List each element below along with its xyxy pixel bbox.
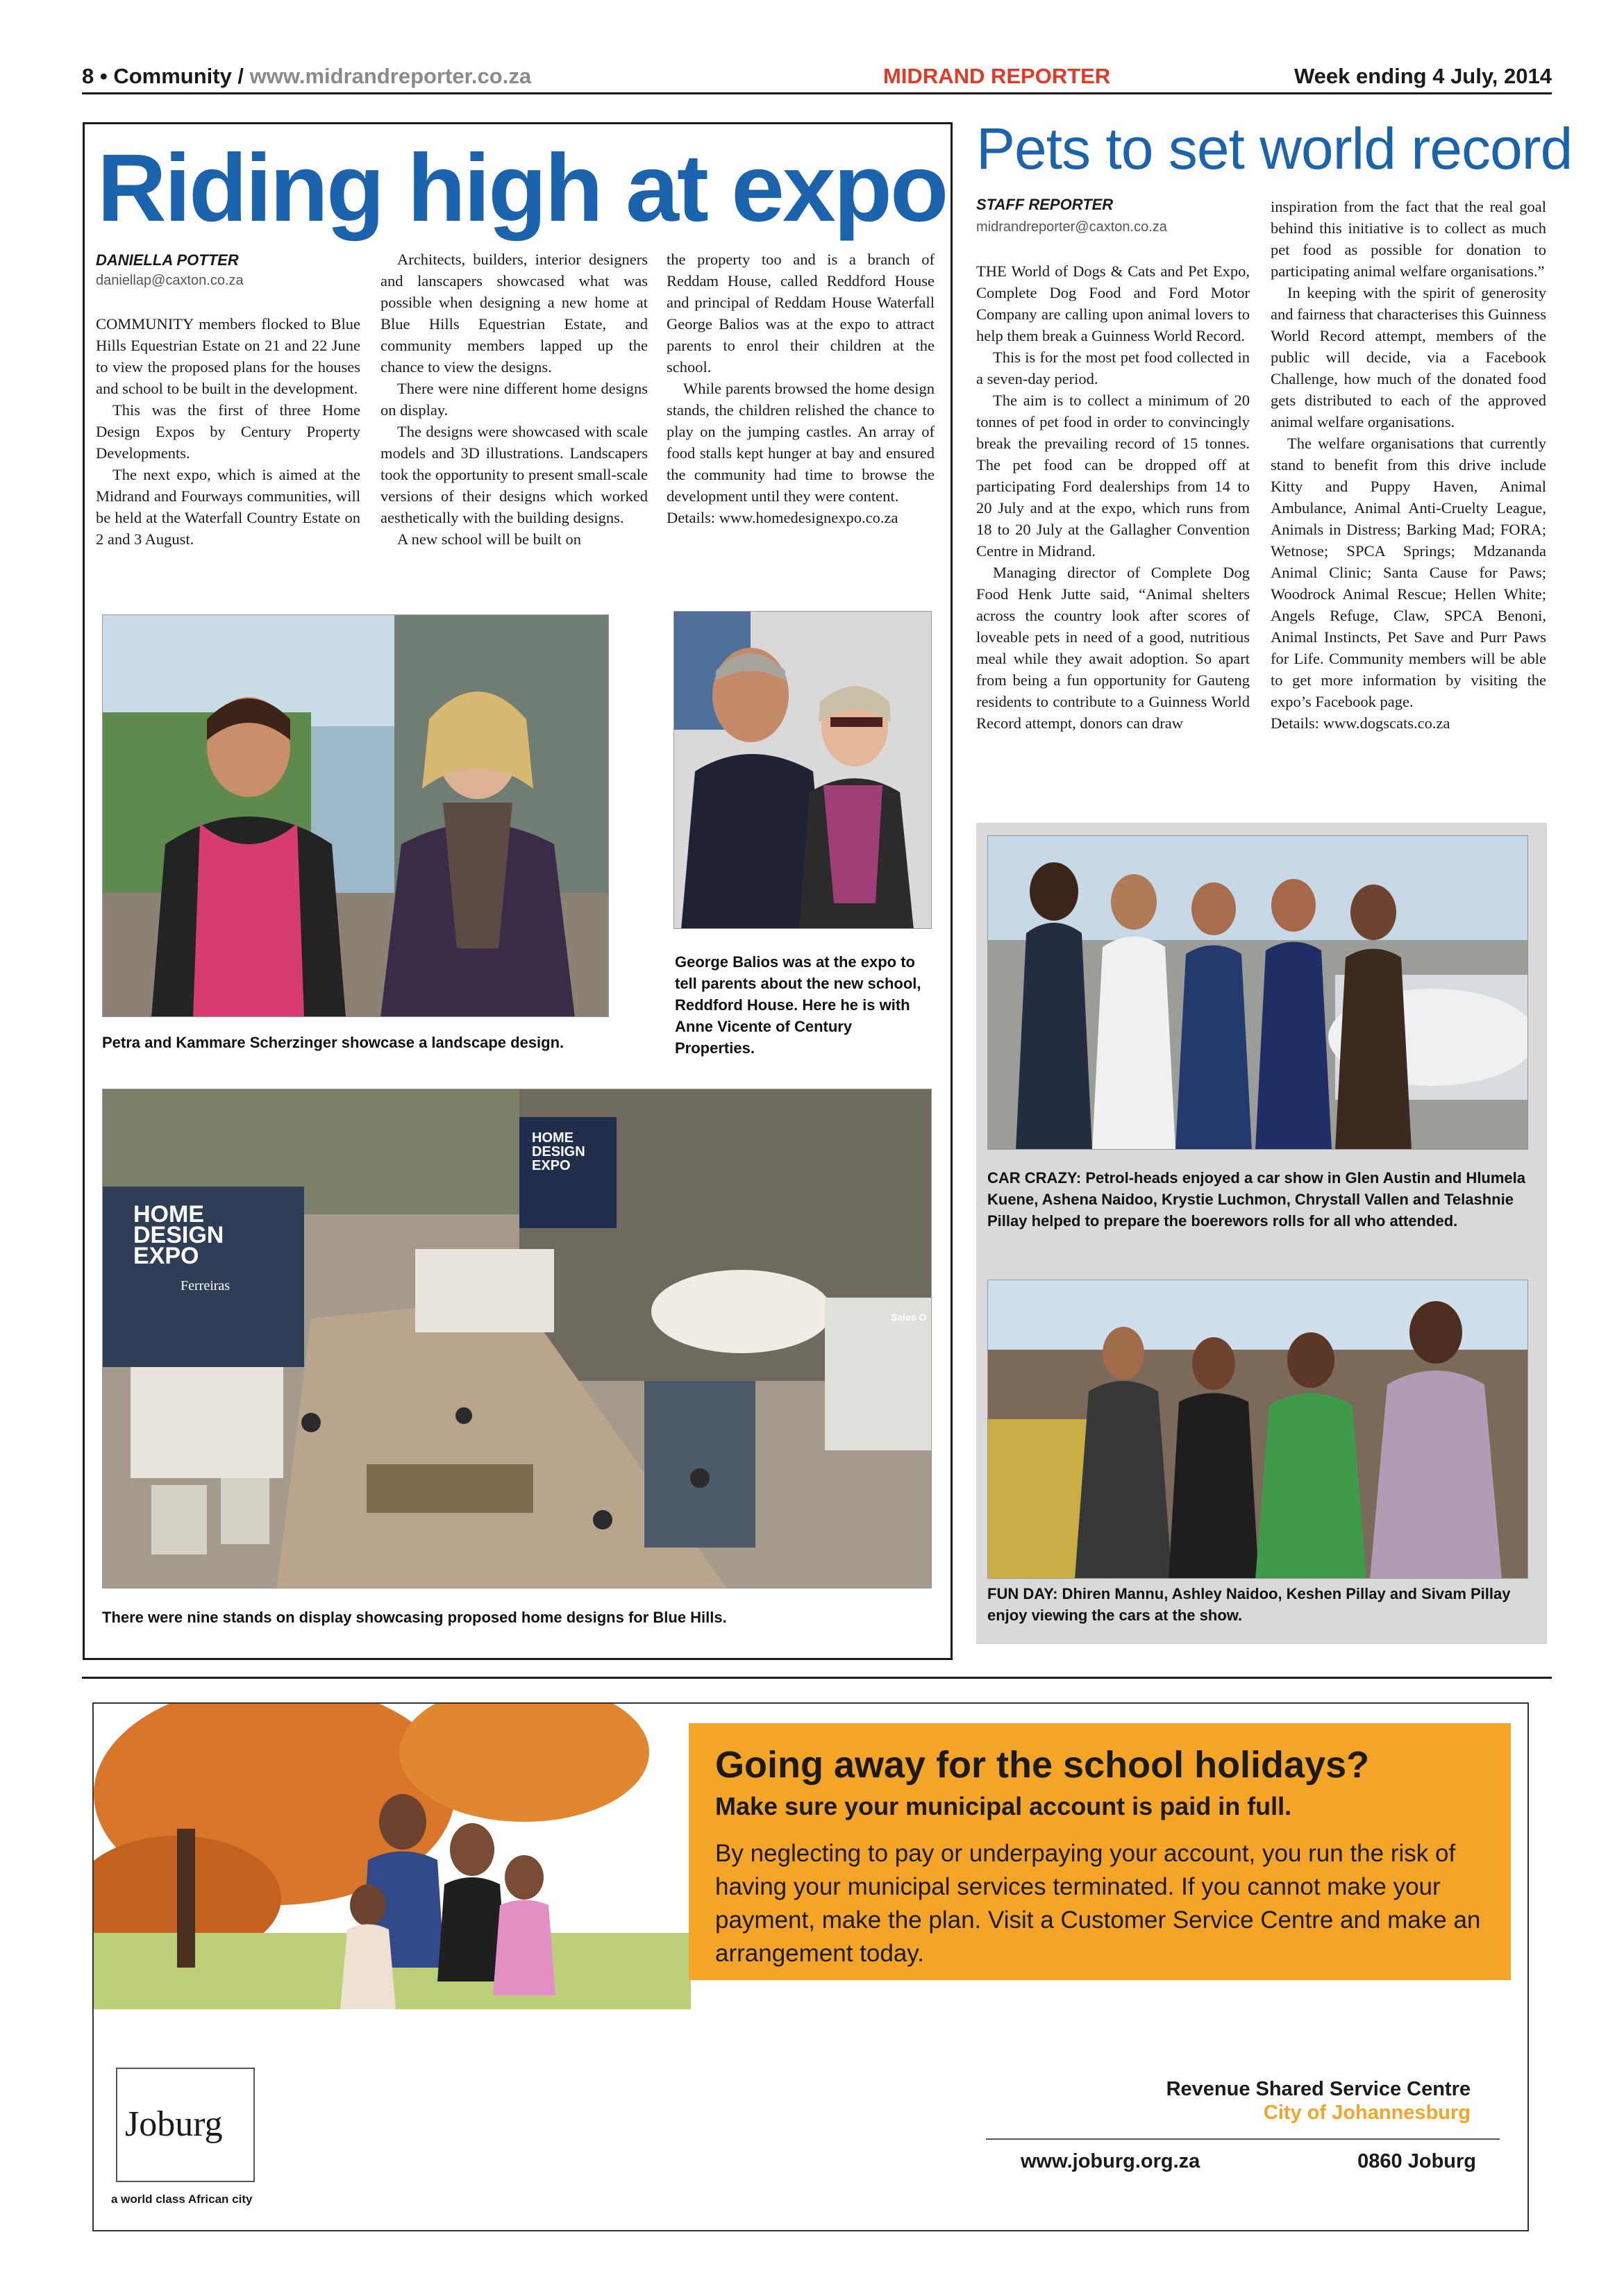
header-rule <box>82 92 1552 94</box>
expo-sign-brand: Ferreiras <box>181 1278 231 1293</box>
story1-column-2 <box>380 249 648 550</box>
photo-car-crazy <box>987 835 1528 1150</box>
byline-email[interactable]: daniellap@caxton.co.za <box>96 273 244 288</box>
byline-email[interactable]: midrandreporter@caxton.co.za <box>976 219 1167 235</box>
paragraph: There were nine different home designs on display. <box>380 380 648 419</box>
details-line: Details: www.homedesignexpo.co.za <box>667 509 898 526</box>
byline-author: STAFF REPORTER <box>976 196 1114 213</box>
caption-fun-day: FUN DAY: Dhiren Mannu, Ashley Naidoo, Keshen Pillay and Sivam Pillay enjoy viewing the cars at the show. <box>987 1585 1511 1624</box>
advert-website[interactable]: www.joburg.org.za <box>1021 2150 1200 2172</box>
paragraph: While parents browsed the home design stands, the children relished the chance to play on the jumping castles. An array of food stalls kept hunger at bay and ensured the community had time to browse the development until they were content. <box>667 380 935 505</box>
paragraph: This was the first of three Home Design Expos by Century Property Developments. <box>96 401 360 462</box>
advert-subtitle: Make sure your municipal account is paid in full. <box>715 1792 1292 1820</box>
joburg-logo-word: Joburg <box>125 2104 223 2144</box>
photo-expo-stands <box>102 1089 932 1589</box>
headline-riding-high: Riding high at expo <box>97 135 947 242</box>
story1-column-1 <box>96 313 360 550</box>
advert-title: Going away for the school holidays? <box>715 1744 1370 1786</box>
paragraph: The designs were showcased with scale models and 3D illustrations. Landscapers took the opportunity to present small-scale versions of their designs which worked aesthetically with the building designs. <box>380 423 648 526</box>
caption-expo-stands: There were nine stands on display showcasing proposed home designs for Blue Hills. <box>102 1609 727 1626</box>
sales-office-sign: Sales O <box>891 1312 927 1323</box>
paragraph: the property too and is a branch of Reddam House, called Reddford House and principal of Reddam House Waterfall George Balios was at the expo to attract parents to enrol their children at the school. <box>667 251 935 376</box>
paragraph: COMMUNITY members flocked to Blue Hills Equestrian Estate on 21 and 22 June to view the proposed plans for the houses and school to be built in the development. <box>96 315 360 397</box>
expo-sign: HOME DESIGN EXPO <box>133 1201 224 1269</box>
paragraph: The aim is to collect a minimum of 20 tonnes of pet food in order to convincingly break the prevailing record of 15 tonnes. The pet food can be dropped off at participating Ford dealerships from 14 to 20 July and at the expo, which runs from 18 to 20 July at the Gallagher Convention Centre in Midrand. <box>976 392 1250 560</box>
advert-rssc: Revenue Shared Service Centre <box>1166 2078 1471 2100</box>
page-section-label <box>82 64 531 89</box>
paragraph: The welfare organisations that currently stand to benefit from this drive include Kitty and Puppy Haven, Animal Ambulance, Animal Anti-Cruelty League, Animals in Distress; Barking Mad; FORA; Wetnose; SPCA Springs; Mdzananda Animal Clinic; Santa Cause for Paws; Woodrock Animal Rescue; Hellen White; Angels Refuge, Claw, SPCA Benoni, Animal Instincts, Pet Save and Purr Paws for Life. Community members will be able to get more information by visiting the expo’s Facebook page. <box>1271 435 1546 710</box>
site-url[interactable]: www.midrandreporter.co.za <box>249 64 532 88</box>
paragraph: THE World of Dogs & Cats and Pet Expo, Complete Dog Food and Ford Motor Company are calling upon animal lovers to help them break a Guinness World Record. <box>976 262 1250 344</box>
paragraph: In keeping with the spirit of generosity and fairness that characterises this Guinness World Record attempt, members of the public will decide, via a Facebook Challenge, how much of the donated food gets distributed to each of the approved animal welfare organisations. <box>1271 284 1546 430</box>
photo-fun-day <box>987 1280 1528 1579</box>
advert-phone[interactable]: 0860 Joburg <box>1357 2150 1476 2172</box>
story1-column-3 <box>667 249 935 528</box>
photo-george-balios <box>673 611 932 929</box>
advert-tagline: a world class African city <box>111 2193 253 2206</box>
expo-sign-small: HOME DESIGN EXPO <box>532 1130 585 1173</box>
photo-petra-kammare <box>102 614 609 1017</box>
advert-body: By neglecting to pay or underpaying your account, you run the risk of having your municipal services terminated. If you cannot make your payment, make the plan. Visit a Customer Service Centre and make an arrangement today. <box>715 1840 1481 1967</box>
issue-date: Week ending 4 July, 2014 <box>1294 64 1552 88</box>
caption-car-crazy: CAR CRAZY: Petrol-heads enjoyed a car show in Glen Austin and Hlumela Kuene, Ashena Naidoo, Krystie Luchmon, Chrystall Vallen and Telashnie Pillay helped to prepare the boerewors rolls for all who attended. <box>987 1169 1526 1230</box>
headline-pets-record: Pets to set world record <box>976 116 1573 181</box>
advert-city: City of Johannesburg <box>1263 2102 1471 2124</box>
caption-george-balios: George Balios was at the expo to tell parents about the new school, Reddford House. Here he is with Anne Vicente of Century Properties. <box>675 953 921 1057</box>
caption-petra-kammare: Petra and Kammare Scherzinger showcase a landscape design. <box>102 1034 564 1051</box>
byline-author: DANIELLA POTTER <box>96 251 239 269</box>
details-line: Details: www.dogscats.co.za <box>1271 714 1450 732</box>
masthead: MIDRAND REPORTER <box>883 64 1111 88</box>
story2-column-2 <box>1271 196 1546 734</box>
paragraph: inspiration from the fact that the real goal behind this initiative is to collect as much pet food as possible for donation to participating animal welfare organisations.” <box>1271 198 1546 280</box>
paragraph: The next expo, which is aimed at the Midrand and Fourways communities, will be held at the Waterfall Country Estate on 2 and 3 August. <box>96 466 360 548</box>
story2-column-1 <box>976 260 1250 734</box>
paragraph: Architects, builders, interior designers and lanscapers showcased what was possible when designing a new home at Blue Hills Equestrian Estate, and community members lapped up the chance to view the designs. <box>380 251 648 376</box>
section-divider <box>82 1677 1552 1679</box>
paragraph: This is for the most pet food collected in a seven-day period. <box>976 349 1250 387</box>
paragraph: Managing director of Complete Dog Food Henk Jutte said, “Animal shelters across the country look after scores of loveable pets in need of a good, nutritious meal while they await adoption. So apart from being a fun opportunity for Gauteng residents to contribute to a Guinness World Record attempt, donors can draw <box>976 564 1250 732</box>
section-name: 8 • Community / <box>82 64 250 88</box>
paragraph: A new school will be built on <box>397 530 581 548</box>
advert-rule <box>986 2138 1500 2140</box>
